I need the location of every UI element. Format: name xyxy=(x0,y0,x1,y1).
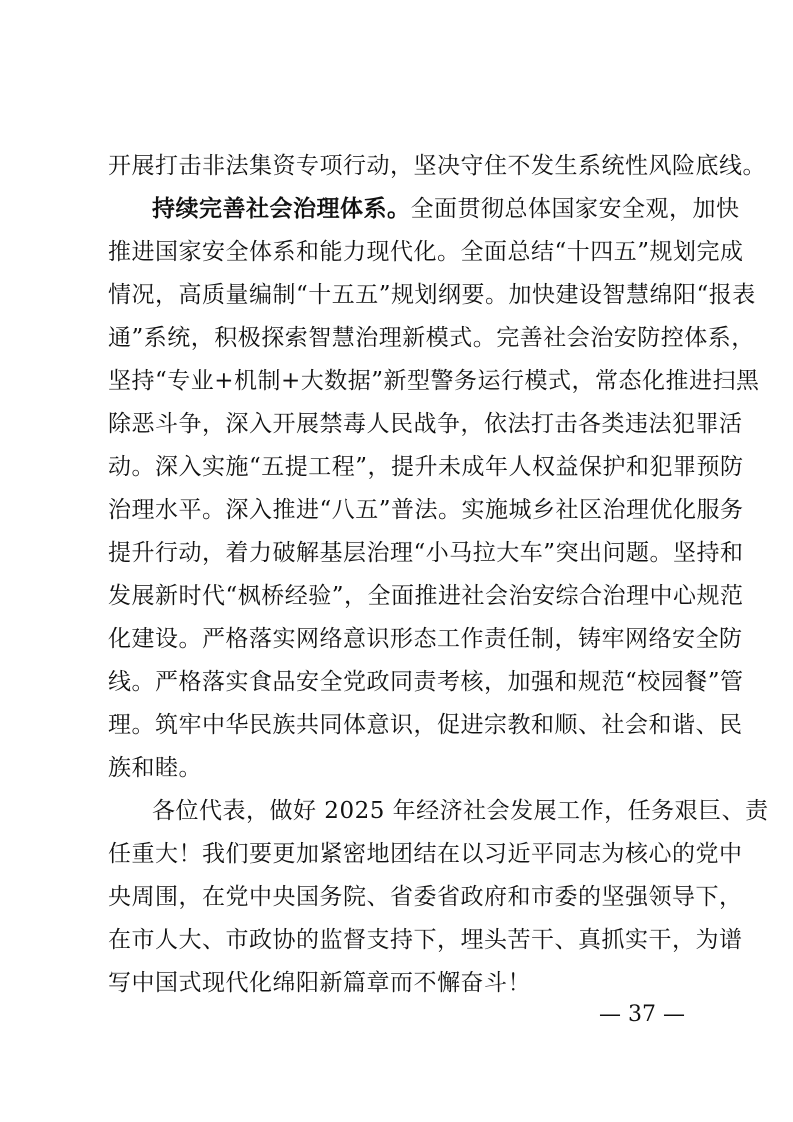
body-line: 坚持“专业+机制+大数据”新型警务运行模式，常态化推进扫黑 xyxy=(108,368,760,394)
body-line: 动。深入实施“五提工程”，提升未成年人权益保护和犯罪预防 xyxy=(108,454,744,480)
body-line: 推进国家安全体系和能力现代化。全面总结“十四五”规划完成 xyxy=(108,239,744,265)
body-line: 央周围，在党中央国务院、省委省政府和市委的坚强领导下， xyxy=(108,884,743,910)
body-text: 全面贯彻总体国家安全观，加快 xyxy=(410,196,740,222)
body-line: 理。筑牢中华民族共同体意识，促进宗教和顺、社会和谐、民 xyxy=(108,712,743,738)
body-line: 写中国式现代化绵阳新篇章而不懈奋斗！ xyxy=(108,970,531,996)
body-line: 任重大！我们要更加紧密地团结在以习近平同志为核心的党中 xyxy=(108,841,743,867)
body-line: 除恶斗争，深入开展禁毒人民战争，依法打击各类违法犯罪活 xyxy=(108,411,743,437)
paragraph-first-line xyxy=(152,189,740,229)
body-line: 提升行动，着力破解基层治理“小马拉大车”突出问题。坚持和 xyxy=(108,540,744,566)
page-number: — 37 — xyxy=(599,1002,685,1027)
body-line: 通”系统，积极探索智慧治理新模式。完善社会治安防控体系， xyxy=(108,325,755,351)
body-line: 开展打击非法集资专项行动，坚决守住不发生系统性风险底线。 xyxy=(108,153,766,179)
section-heading: 持续完善社会治理体系。 xyxy=(152,195,411,222)
body-line: 化建设。严格落实网络意识形态工作责任制，铸牢网络安全防 xyxy=(108,626,743,652)
body-line: 在市人大、市政协的监督支持下，埋头苦干、真抓实干，为谱 xyxy=(108,927,743,953)
body-line: 族和睦。 xyxy=(108,755,202,781)
body-line: 情况，高质量编制“十五五”规划纲要。加快建设智慧绵阳“报表 xyxy=(108,282,756,308)
body-line: 线。严格落实食品安全党政同责考核，加强和规范“校园餐”管 xyxy=(108,669,744,695)
body-line: 治理水平。深入推进“八五”普法。实施城乡社区治理优化服务 xyxy=(108,497,744,523)
body-line: 发展新时代“枫桥经验”，全面推进社会治安综合治理中心规范 xyxy=(108,583,744,609)
paragraph-first-line: 各位代表，做好 2025 年经济社会发展工作，任务艰巨、责 xyxy=(152,798,769,824)
